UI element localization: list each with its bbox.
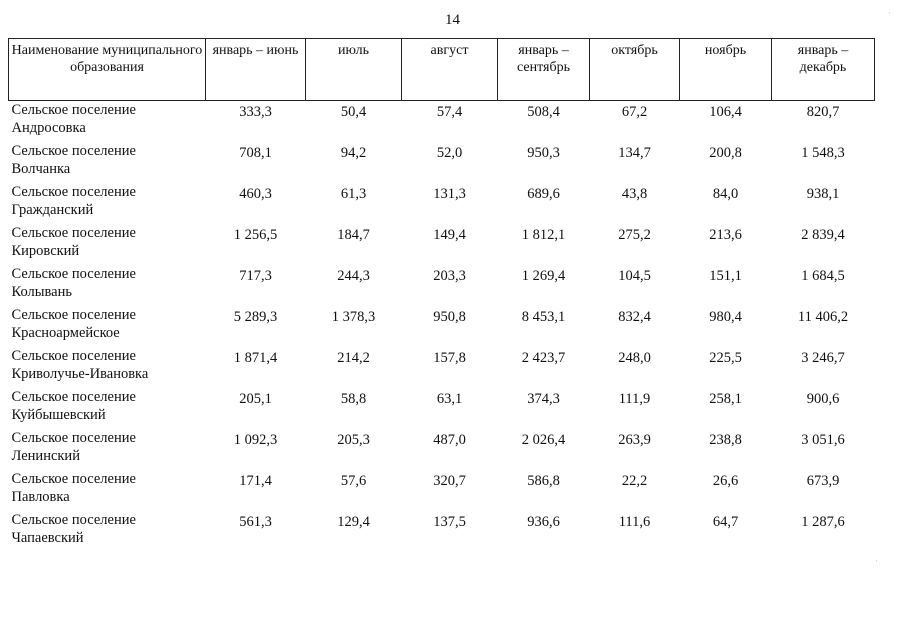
value-cell-nov: 258,1 bbox=[709, 390, 742, 407]
value-cell-aug: 320,7 bbox=[433, 472, 466, 489]
municipality-type-label: Сельское поселение bbox=[11, 429, 136, 446]
value-cell-jan-dec: 1 548,3 bbox=[801, 144, 845, 161]
value-cell-jan-jun: 1 256,5 bbox=[233, 226, 278, 243]
table-row bbox=[9, 265, 875, 306]
value-cell-jan-dec: 2 839,4 bbox=[801, 226, 845, 243]
value-cell-jan-jun: 717,3 bbox=[239, 267, 272, 284]
value-cell-jul: 244,3 bbox=[337, 267, 370, 284]
municipality-type-label: Сельское поселение bbox=[11, 511, 136, 528]
value-cell-nov: 106,4 bbox=[709, 104, 742, 120]
value-cell-jan-jun: 333,3 bbox=[239, 104, 272, 120]
value-cell-jan-jun: 708,1 bbox=[239, 144, 272, 161]
value-cell-jan-sep: 2 423,7 bbox=[521, 349, 566, 366]
value-cell-aug: 137,5 bbox=[433, 513, 466, 530]
table-row bbox=[9, 429, 875, 470]
table-row bbox=[9, 224, 875, 265]
municipality-type-label: Сельское поселение bbox=[11, 102, 136, 118]
value-cell-oct: 134,7 bbox=[618, 144, 651, 161]
value-cell-jul: 58,8 bbox=[340, 390, 367, 407]
value-cell-nov: 84,0 bbox=[712, 185, 739, 202]
table-row bbox=[9, 388, 875, 429]
value-cell-oct: 263,9 bbox=[618, 431, 651, 448]
municipality-type-label: Сельское поселение bbox=[11, 183, 136, 200]
value-cell-jul: 50,4 bbox=[340, 104, 367, 120]
value-cell-jan-sep: 8 453,1 bbox=[521, 308, 566, 325]
value-cell-oct: 248,0 bbox=[618, 349, 651, 366]
value-cell-aug: 950,8 bbox=[433, 308, 466, 325]
value-cell-jul: 94,2 bbox=[340, 144, 367, 161]
value-cell-aug: 63,1 bbox=[436, 390, 463, 407]
value-cell-jul: 1 378,3 bbox=[331, 308, 376, 325]
value-cell-jan-dec: 3 246,7 bbox=[801, 349, 845, 366]
value-cell-jan-dec: 673,9 bbox=[806, 472, 840, 489]
value-cell-jan-dec: 820,7 bbox=[806, 104, 840, 120]
value-cell-jan-sep: 2 026,4 bbox=[521, 431, 566, 448]
table-row bbox=[9, 101, 875, 142]
municipality-type-label: Сельское поселение bbox=[11, 347, 136, 364]
value-cell-nov: 26,6 bbox=[712, 472, 739, 489]
value-cell-aug: 203,3 bbox=[433, 267, 466, 284]
value-cell-aug: 487,0 bbox=[433, 431, 466, 448]
value-cell-jan-dec: 11 406,2 bbox=[797, 308, 849, 325]
scan-speck: · bbox=[888, 8, 891, 18]
value-cell-nov: 200,8 bbox=[709, 144, 742, 161]
municipality-type-label: Сельское поселение bbox=[11, 224, 136, 241]
value-cell-jan-sep: 1 812,1 bbox=[521, 226, 566, 243]
municipality-name-cell bbox=[9, 265, 206, 306]
value-cell-jul: 205,3 bbox=[337, 431, 370, 448]
value-cell-jan-jun: 171,4 bbox=[239, 472, 272, 489]
municipality-name-cell bbox=[9, 142, 206, 183]
scan-speck: · bbox=[875, 556, 878, 566]
municipality-name-label: Криволучье-Ивановка bbox=[11, 365, 149, 382]
value-cell-oct: 832,4 bbox=[618, 308, 651, 325]
municipality-name-cell bbox=[9, 347, 206, 388]
value-cell-oct: 275,2 bbox=[618, 226, 651, 243]
value-cell-nov: 238,8 bbox=[709, 431, 742, 448]
value-cell-jan-sep: 374,3 bbox=[527, 390, 560, 407]
value-cell-oct: 67,2 bbox=[621, 104, 648, 120]
value-cell-jan-jun: 561,3 bbox=[239, 513, 272, 530]
table-row bbox=[9, 511, 875, 552]
municipality-type-label: Сельское поселение bbox=[11, 265, 136, 282]
column-header-name: Наименование муниципального образования bbox=[9, 39, 206, 101]
value-cell-jan-sep: 508,4 bbox=[527, 104, 560, 120]
municipality-name-cell bbox=[9, 511, 206, 552]
column-header-jul: июль bbox=[306, 39, 402, 101]
municipality-name-cell bbox=[9, 183, 206, 224]
table-header-row bbox=[9, 39, 875, 101]
value-cell-jan-jun: 1 092,3 bbox=[233, 431, 278, 448]
table-body bbox=[9, 101, 875, 552]
value-cell-jan-jun: 460,3 bbox=[239, 185, 272, 202]
column-header-nov: ноябрь bbox=[680, 39, 772, 101]
municipality-name-label: Куйбышевский bbox=[11, 406, 106, 423]
value-cell-jul: 184,7 bbox=[337, 226, 370, 243]
municipality-name-cell bbox=[9, 470, 206, 511]
value-cell-oct: 111,6 bbox=[618, 513, 651, 530]
value-cell-aug: 57,4 bbox=[436, 104, 463, 120]
value-cell-nov: 213,6 bbox=[709, 226, 742, 243]
value-cell-oct: 22,2 bbox=[621, 472, 648, 489]
value-cell-nov: 64,7 bbox=[712, 513, 739, 530]
value-cell-jan-dec: 3 051,6 bbox=[801, 431, 845, 448]
value-cell-jul: 129,4 bbox=[337, 513, 370, 530]
value-cell-jan-jun: 5 289,3 bbox=[233, 308, 278, 325]
municipality-name-label: Красноармейское bbox=[11, 324, 120, 341]
column-header-jan-sep: январь – сентябрь bbox=[498, 39, 590, 101]
municipality-name-cell bbox=[9, 101, 206, 142]
value-cell-jan-sep: 936,6 bbox=[527, 513, 560, 530]
table-row bbox=[9, 470, 875, 511]
value-cell-jul: 214,2 bbox=[337, 349, 370, 366]
value-cell-nov: 980,4 bbox=[709, 308, 742, 325]
municipality-name-label: Кировский bbox=[11, 242, 80, 259]
value-cell-jan-dec: 1 287,6 bbox=[801, 513, 845, 530]
municipality-name-cell bbox=[9, 224, 206, 265]
page-number: 14 bbox=[445, 12, 460, 28]
column-header-jan-dec: январь – декабрь bbox=[772, 39, 875, 101]
value-cell-jan-dec: 1 684,5 bbox=[801, 267, 845, 284]
value-cell-jan-sep: 1 269,4 bbox=[521, 267, 566, 284]
table-row bbox=[9, 306, 875, 347]
municipality-name-label: Чапаевский bbox=[11, 529, 84, 546]
municipality-name-label: Гражданский bbox=[11, 201, 94, 218]
table-row bbox=[9, 183, 875, 224]
data-table bbox=[8, 38, 875, 552]
value-cell-jul: 61,3 bbox=[340, 185, 367, 202]
table-row bbox=[9, 347, 875, 388]
value-cell-jan-jun: 205,1 bbox=[239, 390, 272, 407]
value-cell-oct: 104,5 bbox=[618, 267, 651, 284]
municipality-name-label: Колывань bbox=[11, 283, 72, 300]
municipality-type-label: Сельское поселение bbox=[11, 388, 136, 405]
municipality-name-label: Ленинский bbox=[11, 447, 80, 464]
municipality-name-cell bbox=[9, 429, 206, 470]
value-cell-nov: 151,1 bbox=[709, 267, 742, 284]
column-header-oct: октябрь bbox=[590, 39, 680, 101]
value-cell-aug: 52,0 bbox=[436, 144, 463, 161]
column-header-jan-jun: январь – июнь bbox=[206, 39, 306, 101]
value-cell-jan-dec: 938,1 bbox=[806, 185, 840, 202]
value-cell-aug: 157,8 bbox=[433, 349, 466, 366]
municipality-name-label: Павловка bbox=[11, 488, 70, 505]
value-cell-oct: 43,8 bbox=[621, 185, 648, 202]
municipality-name-cell bbox=[9, 306, 206, 347]
municipality-type-label: Сельское поселение bbox=[11, 142, 136, 159]
municipality-name-label: Андросовка bbox=[11, 120, 86, 136]
value-cell-jan-sep: 586,8 bbox=[527, 472, 560, 489]
municipality-name-cell bbox=[9, 388, 206, 429]
value-cell-aug: 131,3 bbox=[433, 185, 466, 202]
municipality-type-label: Сельское поселение bbox=[11, 306, 136, 323]
value-cell-jan-sep: 950,3 bbox=[527, 144, 560, 161]
value-cell-jul: 57,6 bbox=[340, 472, 367, 489]
value-cell-jan-sep: 689,6 bbox=[527, 185, 560, 202]
municipality-type-label: Сельское поселение bbox=[11, 470, 136, 487]
value-cell-jan-jun: 1 871,4 bbox=[233, 349, 278, 366]
value-cell-aug: 149,4 bbox=[433, 226, 466, 243]
value-cell-jan-dec: 900,6 bbox=[806, 390, 840, 407]
municipality-name-label: Волчанка bbox=[11, 160, 71, 177]
column-header-aug: август bbox=[402, 39, 498, 101]
value-cell-oct: 111,9 bbox=[618, 390, 651, 407]
value-cell-nov: 225,5 bbox=[709, 349, 742, 366]
table-row bbox=[9, 142, 875, 183]
